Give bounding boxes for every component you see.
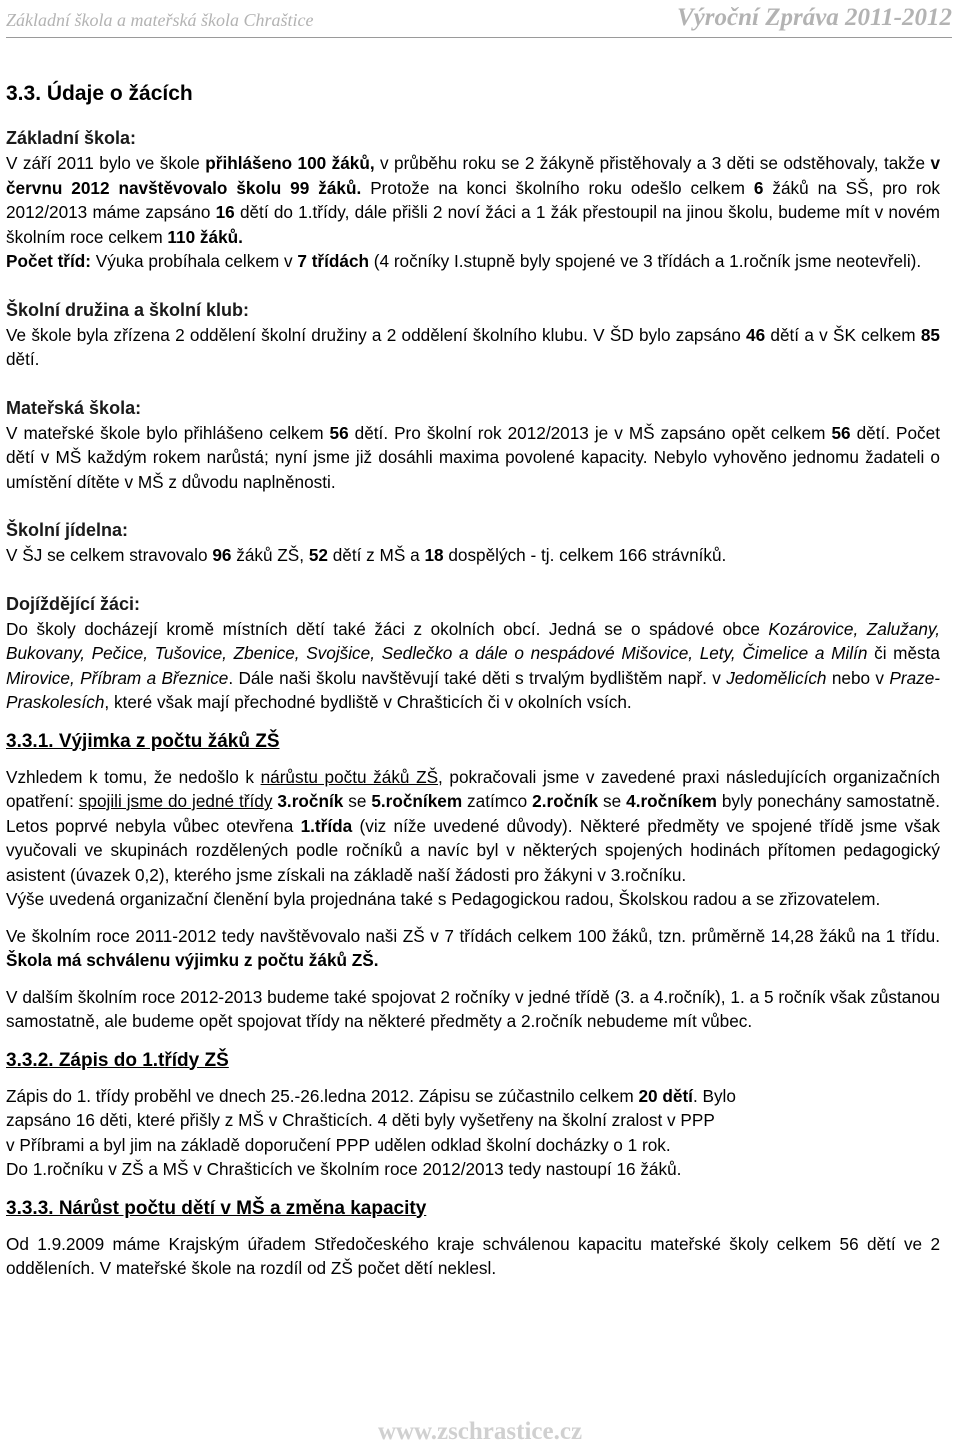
heading-vyjimka-z-poctu: 3.3.1. Výjimka z počtu žáků ZŠ (6, 730, 280, 752)
heading-dojizdejici-zaci: Dojíždějící žáci: (6, 593, 141, 614)
section-title: 3.3. Údaje o žácích (6, 82, 193, 105)
heading-zakladni-skola: Základní škola: (6, 128, 137, 148)
heading-materska-skola: Mateřská škola: (6, 397, 142, 418)
paragraph-skolni-jidelna: V ŠJ se celkem stravovalo 96 žáků ZŠ, 52 dětí z MŠ a 18 dospělých - tj. celkem 166 strávníků. (6, 545, 727, 565)
heading-skolni-jidelna: Školní jídelna: (6, 520, 129, 540)
paragraph-dojizdejici-zaci: Do školy docházejí kromě místních dětí také žáci z okolních obcí. Jedná se o spádové obce Kozárovice, Zalužany, Bukovany, Pečice, Tušovice, Zbenice, Svojšice, Sedlečko a dále o nespádové Mišovice, Lety, Čimelice a Milín či města Mirovice, Příbram a Březnice. Dále naši školu navštěvují také děti s trvalým bydlištěm např. v Jedomělicích nebo v Praze-Praskolesích, které však mají přechodné bydliště v Chrašticích či v okolních vsích. (6, 618, 940, 712)
paragraph-zakladni-skola: V září 2011 bylo ve škole přihlášeno 100 žáků, v průběhu roku se 2 žákyně přistěhovaly a 3 děti se odstěhovaly, takže v červnu 2012 navštěvovalo školu 99 žáků. Protože na konci školního roku odešlo celkem 6 žáků na SŠ, pro rok 2012/2013 máme zapsáno 16 dětí do 1.třídy, dále přišli 2 noví žáci a 1 žák přestoupil na jinou školu, budeme mít v novém školním roce celkem 110 žáků. Počet tříd: Výuka probíhala celkem v 7 třídách (4 ročníky I.stupně byly spojené ve 3 třídách a 1.ročník jsme neotevřeli). (6, 153, 941, 271)
page-header (6, 4, 952, 34)
report-title: Výroční Zpráva 2011-2012 (677, 4, 952, 31)
header-divider (6, 37, 952, 38)
heading-zapis-do-1-tridy: 3.3.2. Zápis do 1.třídy ZŠ (6, 1049, 229, 1071)
heading-narust-poctu-deti: 3.3.3. Nárůst počtu dětí v MŠ a změna kapacity (6, 1197, 427, 1219)
paragraph-vyjimka-1: Vzhledem k tomu, že nedošlo k nárůstu počtu žáků ZŠ, pokračovali jsme v zavedené praxi následujících organizačních opatření: spojili jsme do jedné třídy 3.ročník se 5.ročníkem zatímco 2.ročník se 4.ročníkem byly ponechány samostatně. Letos poprvé nebyla vůbec otevřena 1.třída (viz níže uvedené důvody). Některé předměty ve spojené třídě jsme však vyučovali ve skupinách rozdělených podle ročníků a navíc byl v některých spojených hodinách přítomen pedagogický asistent (úvazek 0,2), kterého jsme získali na základě naší žádosti pro žákyni v 3.ročníku. (6, 766, 941, 885)
document-body (6, 80, 940, 1281)
paragraph-vyjimka-2: Výše uvedená organizační členění byla projednána také s Pedagogickou radou, Školskou radou a se zřizovatelem. (6, 889, 881, 909)
footer-website: www.zschrastice.cz (377, 1418, 583, 1445)
school-name: Základní škola a mateřská škola Chraštice (6, 10, 314, 30)
paragraph-materska-skola: V mateřské škole bylo přihlášeno celkem 56 dětí. Pro školní rok 2012/2013 je v MŠ zapsáno opět celkem 56 dětí. Počet dětí v MŠ každým rokem narůstá; nyní jsme již dosáhli maxima povolené kapacity. Nebylo vyhověno jednomu žadateli o umístění dítěte v MŠ z důvodu naplněnosti. (6, 422, 940, 492)
paragraph-zapis: Zápis do 1. třídy proběhl ve dnech 25.-26.ledna 2012. Zápisu se zúčastnilo celkem 20 dětí. Bylo zapsáno 16 děti, které přišly z MŠ v Chrašticích. 4 děti byly vyšetřeny na školní zralost v PPP v Příbrami a byl jim na základě doporučení PPP udělen odklad školní docházky o 1 rok. Do 1.ročníku v ZŠ a MŠ v Chrašticích ve školním roce 2012/2013 tedy nastoupí 16 žáků. (6, 1085, 736, 1179)
paragraph-vyjimka-3: Ve školním roce 2011-2012 tedy navštěvovalo naši ZŠ v 7 třídách celkem 100 žáků, tzn. průměrně 14,28 žáků na 1 třídu. Škola má schválenu výjimku z počtu žáků ZŠ. (6, 925, 940, 970)
paragraph-narust: Od 1.9.2009 máme Krajským úřadem Středočeského kraje schválenou kapacitu mateřské školy celkem 56 dětí ve 2 odděleních. V mateřské škole na rozdíl od ZŠ počet dětí neklesl. (6, 1233, 940, 1278)
paragraph-skolni-druzina: Ve škole byla zřízena 2 oddělení školní družiny a 2 oddělení školního klubu. V ŠD bylo zapsáno 46 dětí a v ŠK celkem 85 dětí. (6, 324, 940, 369)
heading-skolni-druzina: Školní družina a školní klub: (6, 299, 250, 320)
paragraph-vyjimka-4: V dalším školním roce 2012-2013 budeme také spojovat 2 ročníky v jedné třídě (3. a 4.ročník), 1. a 5 ročník však zůstanou samostatně, ale budeme opět spojovat třídy na některé předměty a 2.ročník nebudeme mít vůbec. (6, 986, 940, 1031)
